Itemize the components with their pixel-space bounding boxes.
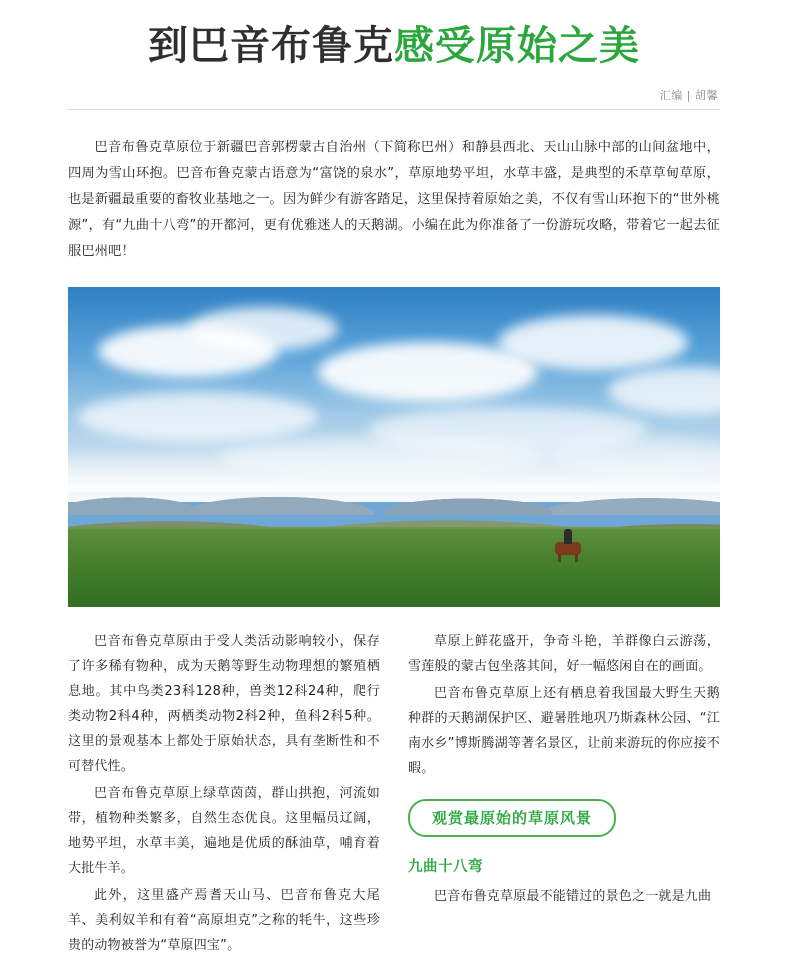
hero-photo	[68, 287, 720, 607]
byline: 汇编 | 胡馨	[659, 89, 718, 102]
subsection-paragraph: 巴音布鲁克草原最不能错过的景色之一就是九曲	[434, 889, 712, 905]
body-columns	[68, 629, 720, 960]
body-paragraph: 巴音布鲁克草原由于受人类活动影响较小，保存了许多稀有物种，成为天鹅等野生动物理想的繁殖栖息地。其中鸟类23科128种，兽类12科24种，爬行类动物2科4种，两栖类动物2科2种，鱼科2科5种。这里的景观基本上都处于原始状态，具有垄断性和不可替代性。	[68, 634, 380, 775]
right-column	[408, 629, 720, 960]
intro-section	[68, 109, 720, 265]
body-paragraph: 巴音布鲁克草原上绿草茵茵，群山拱抱，河流如带，植物种类繁多，自然生态优良。这里幅员辽阔，地势平坦，水草丰美，遍地是优质的酥油草，哺育着大批牛羊。	[68, 786, 380, 877]
body-paragraph: 巴音布鲁克草原上还有栖息着我国最大野生天鹅种群的天鹅湖保护区、避暑胜地巩乃斯森林公园、“江南水乡”博斯腾湖等著名景区，让前来游玩的你应接不暇。	[408, 686, 720, 777]
title-segment-green: 感受原始之美	[394, 23, 640, 69]
intro-paragraph: 巴音布鲁克草原位于新疆巴音郭楞蒙古自治州（下简称巴州）和静县西北、天山山脉中部的山间盆地中，四周为雪山环抱。巴音布鲁克蒙古语意为“富饶的泉水”，草原地势平坦，水草丰盛，是典型的禾草草甸草原，也是新疆最重要的畜牧业基地之一。因为鲜少有游客踏足，这里保持着原始之美，不仅有雪山环抱下的“世外桃源”，有“九曲十八弯”的开都河，更有优雅迷人的天鹅湖。小编在此为你准备了一份游玩攻略，带着它一起去征服巴州吧！	[68, 140, 720, 260]
title-segment-dark: 到巴音布鲁克	[148, 23, 394, 69]
body-paragraph: 草原上鲜花盛开，争奇斗艳，羊群像白云游荡，雪莲般的蒙古包坐落其间，好一幅悠闲自在的画面。	[408, 634, 720, 675]
subsection-title: 九曲十八弯	[408, 859, 483, 876]
left-column	[68, 629, 380, 960]
cloud-shape	[188, 307, 338, 351]
grassland	[68, 529, 720, 607]
horse-figure	[555, 542, 581, 555]
body-paragraph: 此外，这里盛产焉耆天山马、巴音布鲁克大尾羊、美利奴羊和有着“高原坦克”之称的牦牛，这些珍贵的动物被誉为“草原四宝”。	[68, 888, 380, 954]
cloud-shape	[498, 315, 688, 370]
cloud-shape	[78, 392, 318, 442]
section-heading-pill: 观赏最原始的草原风景	[408, 799, 616, 837]
page-title	[68, 0, 720, 71]
rider-figure	[564, 529, 572, 544]
